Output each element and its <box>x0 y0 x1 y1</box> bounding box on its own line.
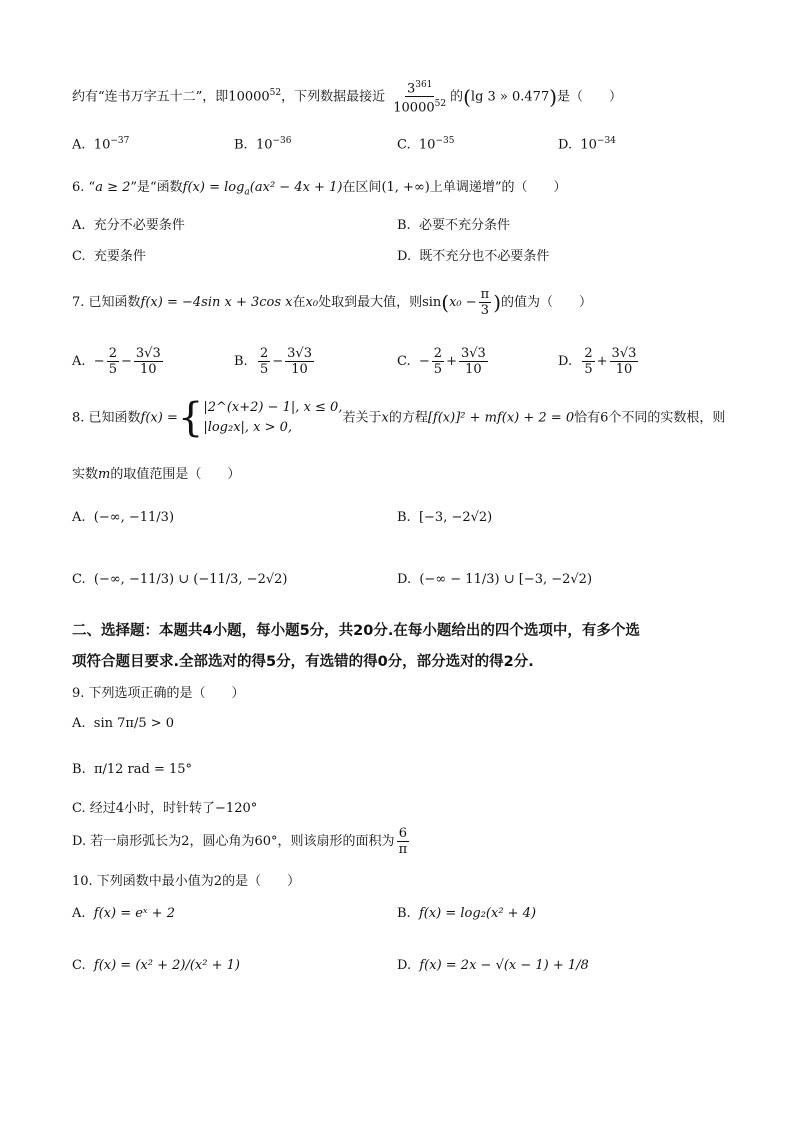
q5-fraction: $\frac{3^{361}}{10000^{52}}$ <box>393 80 447 116</box>
q6-option-c[interactable]: C. 充要条件 <box>72 249 146 264</box>
q7-option-b[interactable]: B. $\frac{2}{5}$ − $\frac{3√3}{10}$ <box>234 346 312 377</box>
q8-option-a[interactable]: A. (−∞, −11/3) <box>72 510 175 525</box>
q9-option-a[interactable]: A. sin 7π/5 > 0 <box>72 716 175 731</box>
q5-stem-exp: 52 <box>269 88 282 98</box>
section2-heading-line2: 项符合题目要求.全部选对的得5分，有选错的得0分，部分选对的得2分. <box>72 654 534 670</box>
q10-option-b[interactable]: B. f(x) = log₂(x² + 4) <box>397 906 537 921</box>
q5-stem-text-a: 约有“连书万字五十二”，即10000 <box>72 89 270 105</box>
q5-option-a[interactable]: A. $10^{-37}$ <box>72 136 130 153</box>
q5-option-b[interactable]: B. $10^{-36}$ <box>234 136 292 153</box>
q9-option-c[interactable]: C. 经过4小时，时针转了−120° <box>72 801 258 816</box>
q8-stem: 8. 已知函数f(x) ={ |2^(x+2) − 1|, x ≤ 0, |log₂x|, x > 0, 若关于x的方程[f(x)]² + mf(x) + 2 = 0恰有6个不同的实数根，则 <box>72 395 726 441</box>
q10-option-a[interactable]: A. f(x) = eˣ + 2 <box>72 906 175 921</box>
q9-option-b[interactable]: B. π/12 rad = 15° <box>72 762 193 777</box>
q6-option-a[interactable]: A. 充分不必要条件 <box>72 218 185 233</box>
q8-stem-line2: 实数m的取值范围是（ ） <box>72 467 241 482</box>
q7-stem: 7. 已知函数f(x) = −4sin x + 3cos x在x₀处取到最大值，则sin(x₀ − $\frac{\pi}{3}$ )的值为（ ） <box>72 287 593 318</box>
q6-option-b[interactable]: B. 必要不充分条件 <box>397 218 510 233</box>
q9-option-d[interactable]: D. 若一扇形弧长为2，圆心角为60°，则该扇形的面积为 $\frac{6}{\pi}$ <box>72 826 408 857</box>
q6-option-d[interactable]: D. 既不充分也不必要条件 <box>397 249 550 264</box>
section2-heading-line1: 二、选择题：本题共4小题，每小题5分，共20分.在每小题给出的四个选项中，有多个选 <box>72 623 640 639</box>
q9-stem: 9. 下列选项正确的是（ ） <box>72 686 245 701</box>
q5-option-c[interactable]: C. $10^{-35}$ <box>397 136 455 153</box>
q7-option-a[interactable]: A. − $\frac{2}{5}$ − $\frac{3√3}{10}$ <box>72 346 161 377</box>
q7-option-d[interactable]: D. $\frac{2}{5}$ + $\frac{3√3}{10}$ <box>558 346 637 377</box>
q5-hint: lg 3 » 0.477 <box>470 89 550 105</box>
q8-option-d[interactable]: D. (−∞ − 11/3) ∪ [−3, −2√2) <box>397 572 593 587</box>
q5-stem-text-d: 是（ ） <box>557 89 623 105</box>
q5-stem-text-c: 的 <box>450 89 464 105</box>
q5-option-d[interactable]: D. $10^{-34}$ <box>558 136 616 153</box>
q10-option-c[interactable]: C. f(x) = (x² + 2)/(x² + 1) <box>72 958 240 973</box>
q8-piece-2: |log₂x|, x > 0, <box>203 420 293 435</box>
q8-piece-1: |2^(x+2) − 1|, x ≤ 0, <box>203 400 343 415</box>
q5-stem: 约有“连书万字五十二”，即10000$^{52}$，下列数据最接近 $\frac{3^{361}}{10000^{52}}$ 的(lg 3 » 0.477)是（ ） <box>72 80 623 116</box>
q10-option-d[interactable]: D. f(x) = 2x − √(x − 1) + 1/8 <box>397 958 589 973</box>
q8-option-c[interactable]: C. (−∞, −11/3) ∪ (−11/3, −2√2) <box>72 572 288 587</box>
q8-option-b[interactable]: B. [−3, −2√2) <box>397 510 493 525</box>
q5-stem-text-b: ，下列数据最接近 <box>281 89 386 105</box>
q10-stem: 10. 下列函数中最小值为2的是（ ） <box>72 874 301 889</box>
q7-option-c[interactable]: C. − $\frac{2}{5}$ + $\frac{3√3}{10}$ <box>397 346 486 377</box>
q6-stem: 6. “a ≥ 2”是“函数$f(x) = \log_a(ax^2 - 4x + 1)$在区间(1, +∞)上单调递增”的（ ） <box>72 180 567 198</box>
